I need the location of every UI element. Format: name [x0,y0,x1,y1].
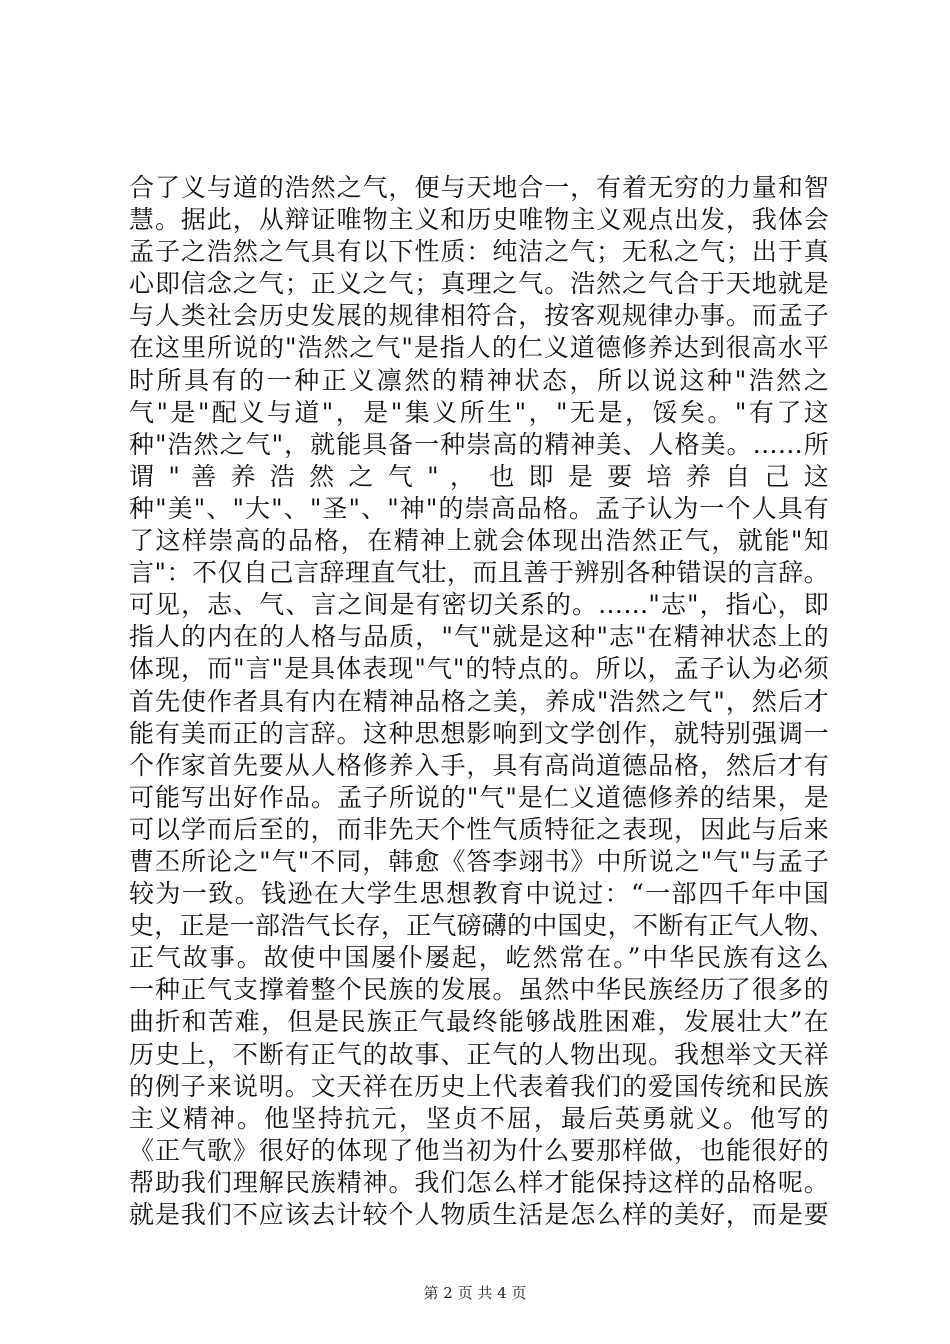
text-line: 孟子之浩然之气具有以下性质：纯洁之气；无私之气；出于真 [129,237,829,267]
text-line: 帮助我们理解民族精神。我们怎么样才能保持这样的品格呢。 [129,1167,829,1197]
text-line: 心即信念之气；正义之气；真理之气。浩然之气合于天地就是 [129,269,829,299]
text-line: 一种正气支撑着整个民族的发展。虽然中华民族经历了很多的 [129,975,829,1005]
text-line: 在这里所说的"浩然之气"是指人的仁义道德修养达到很高水平 [129,333,829,363]
text-line: 的例子来说明。文天祥在历史上代表着我们的爱国传统和民族 [129,1071,829,1101]
text-line: 体现，而"言"是具体表现"气"的特点的。所以，孟子认为必须 [129,654,829,684]
text-line: 能有美而正的言辞。这种思想影响到文学创作，就特别强调一 [129,718,829,748]
text-line: 主义精神。他坚持抗元，坚贞不屈，最后英勇就义。他写的 [129,1103,829,1133]
text-line: 史，正是一部浩气长存，正气磅礴的中国史，不断有正气人物、 [129,911,835,941]
text-line: 较为一致。钱逊在大学生思想教育中说过：“一部四千年中国 [129,879,829,909]
text-line: 可见，志、气、言之间是有密切关系的。……"志"，指心，即 [129,590,829,620]
text-line: 气"是"配义与道"，是"集义所生"，"无是，馁矣。"有了这 [129,397,829,427]
text-line: 了这样崇高的品格，在精神上就会体现出浩然正气，就能"知 [129,526,829,556]
text-line: 可能写出好作品。孟子所说的"气"是仁义道德修养的结果，是 [129,782,829,812]
text-line: 就是我们不应该去计较个人物质生活是怎么样的美好，而是要 [129,1200,829,1229]
text-line: 正气故事。故使中国屡仆屡起，屹然常在。”中华民族有这么 [129,943,829,973]
text-line: 可以学而后至的，而非先天个性气质特征之表现，因此与后来 [129,814,829,844]
text-line: 种"美"、"大"、"圣"、"神"的崇高品格。孟子认为一个人具有 [129,493,829,523]
text-line: 个作家首先要从人格修养入手，具有高尚道德品格，然后才有 [129,750,829,780]
body-text [129,172,835,1231]
text-line: 言"：不仅自己言辞理直气壮，而且善于辨别各种错误的言辞。 [129,558,829,588]
text-line: 历史上，不断有正气的故事、正气的人物出现。我想举文天祥 [129,1039,829,1069]
text-line: 时所具有的一种正义凛然的精神状态，所以说这种"浩然之 [129,365,829,395]
text-line: 种"浩然之气"，就能具备一种崇高的精神美、人格美。……所 [129,429,829,459]
text-line: 指人的内在的人格与品质，"气"就是这种"志"在精神状态上的 [129,622,829,652]
text-line: 慧。据此，从辩证唯物主义和历史唯物主义观点出发，我体会 [129,205,829,235]
text-line: 合了义与道的浩然之气，便与天地合一，有着无穷的力量和智 [129,173,829,202]
text-line: 首先使作者具有内在精神品格之美，养成"浩然之气"，然后才 [129,686,829,716]
text-line: 与人类社会历史发展的规律相符合，按客观规律办事。而孟子 [129,301,829,331]
page-number-footer: 第 2 页 共 4 页 [423,1284,527,1302]
text-line: 曲折和苦难，但是民族正气最终能够战胜困难，发展壮大”在 [129,1007,829,1037]
text-line: 曹丕所论之"气"不同，韩愈《答李翊书》中所说之"气"与孟子 [129,846,829,876]
text-line: 谓 " 善 养 浩 然 之 气 " ， 也 即 是 要 培 养 自 己 这 [129,461,829,491]
text-line: 《正气歌》很好的体现了他当初为什么要那样做，也能很好的 [129,1135,829,1165]
